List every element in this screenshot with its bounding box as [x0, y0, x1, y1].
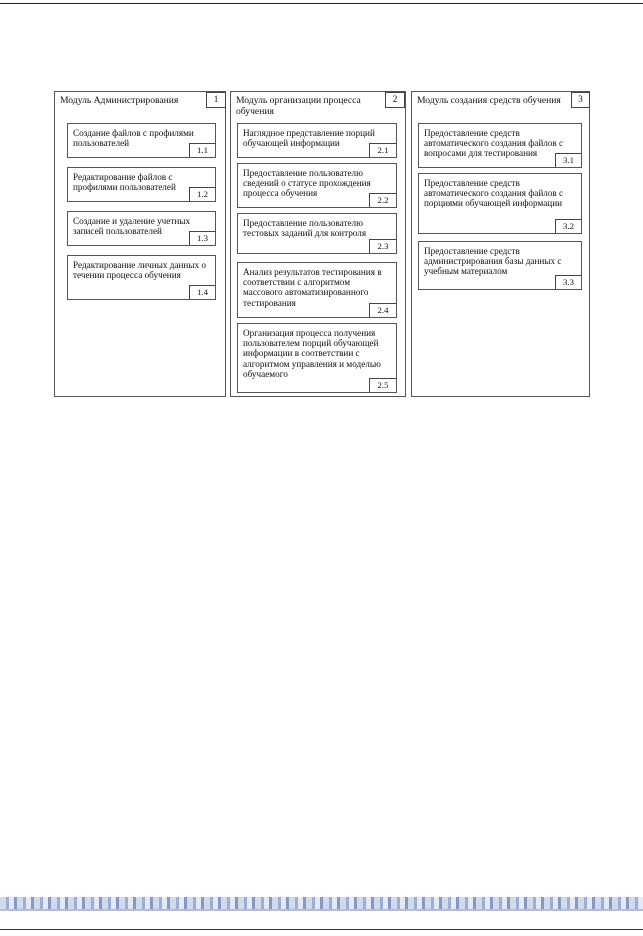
module-title: Модуль организации процесса обучения	[236, 95, 361, 117]
module-title: Модуль создания средств обучения	[417, 95, 561, 106]
function-text: Предоставление средств администрирования базы данных с учебным материалом	[424, 246, 562, 277]
function-text: Организация процесса получения пользователем порций обучающей информации в соответствии с алгоритмом управления и моделью обучаемого	[243, 328, 381, 379]
function-text: Предоставление средств автоматического создания файлов с порциями обучающей информации	[424, 178, 564, 209]
function-text: Создание файлов с профилями пользователей	[73, 128, 194, 149]
function-box-3-1	[418, 123, 582, 168]
function-box-2-3	[237, 213, 397, 254]
function-box-2-5	[237, 323, 397, 393]
function-number: 2.5	[369, 378, 397, 393]
function-box-1-1	[67, 123, 216, 158]
function-number: 2.4	[369, 303, 397, 318]
module-learning-organization	[230, 91, 406, 397]
module-administration	[54, 91, 226, 397]
function-number: 3.1	[555, 153, 582, 168]
function-text: Наглядное представление порций обучающей информации	[243, 128, 375, 149]
function-box-1-3	[67, 211, 216, 246]
function-text: Редактирование личных данных о течении процесса обучения	[73, 260, 207, 281]
function-box-1-2	[67, 167, 216, 202]
function-box-2-2	[237, 163, 397, 208]
function-text: Анализ результатов тестирования в соответствии с алгоритмом массового автоматизированного тестирования	[243, 267, 382, 308]
function-text: Создание и удаление учетных записей пользователей	[73, 216, 191, 237]
function-box-3-3	[418, 241, 582, 290]
function-number: 1.1	[189, 143, 216, 158]
function-box-3-2	[418, 173, 582, 234]
function-number: 2.1	[369, 143, 397, 158]
top-rule	[0, 3, 643, 4]
function-number: 2.3	[369, 239, 397, 254]
function-number: 1.3	[189, 231, 216, 246]
function-text: Предоставление средств автоматического создания файлов с вопросами для тестирования	[424, 128, 564, 159]
function-number: 3.3	[555, 275, 582, 290]
function-number: 1.4	[189, 285, 216, 300]
function-number: 3.2	[555, 219, 582, 234]
bottom-rule	[0, 929, 643, 930]
function-text: Предоставление пользователю тестовых заданий для контроля	[243, 218, 367, 239]
function-box-2-4	[237, 262, 397, 318]
footer-decorative-band	[0, 897, 643, 909]
module-title: Модуль Администрирования	[60, 95, 179, 106]
function-number: 1.2	[189, 187, 216, 202]
module-learning-tools	[411, 91, 590, 397]
module-number: 1	[206, 92, 226, 108]
function-text: Предоставление пользователю сведений о статусе прохождения процесса обучения	[243, 168, 371, 199]
module-number: 2	[385, 92, 405, 108]
function-box-1-4	[67, 255, 216, 300]
function-box-2-1	[237, 123, 397, 158]
function-text: Редактирование файлов с профилями пользователей	[73, 172, 176, 193]
module-number: 3	[571, 92, 590, 108]
function-number: 2.2	[369, 193, 397, 208]
